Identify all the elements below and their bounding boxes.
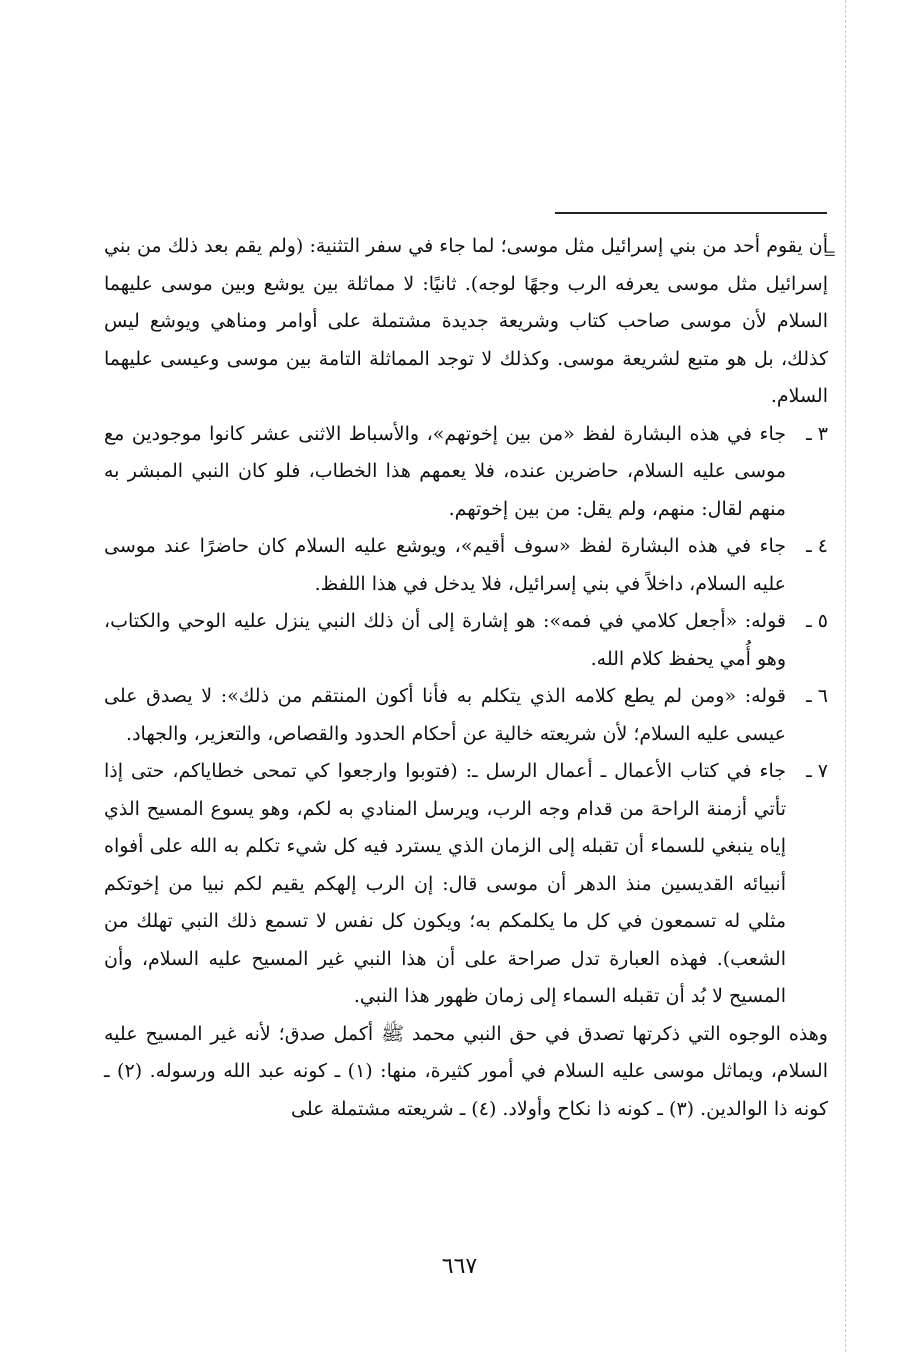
text-line: والجهاد. xyxy=(126,722,188,745)
page-fold-line xyxy=(845,0,846,1352)
item-number: ٦ ـ xyxy=(806,685,828,707)
text-line: المسيح عليه السلام، وأن المسيح لا بُد أن تقبله السماء إلى زمان ظهور هذا النبي. xyxy=(104,947,786,1007)
closing-paragraph xyxy=(104,1016,828,1129)
text-line: نبيا من إخوتكم مثلي له تسمعون في كل ما يكلمكم به؛ ويكون كل نفس لا تسمع xyxy=(104,872,786,932)
list-item-5 xyxy=(104,603,828,678)
item-number: ٤ ـ xyxy=(806,535,828,557)
text-line: المبشر به منهم لقال: منهم، ولم يقل: من بين إخوتهم. xyxy=(104,460,786,520)
text-line: ذلك النبي تهلك من الشعب). فهذه العبارة تدل صراحة على أن هذا النبي غير xyxy=(104,910,786,970)
text-line: قوله: «ومن لم يطع كلامه الذي يتكلم به فأنا أكون المنتقم من ذلك»: لا يصدق xyxy=(146,685,786,707)
text-line: على أوامر ومناهي ويوشع ليس كذلك، بل هو متبع لشريعة موسى. وكذلك لا xyxy=(104,310,829,370)
text-line: المسيح الذي إياه ينبغي للسماء أن تقبله إلى الزمان الذي يسترد فيه كل شيء تكلم xyxy=(104,797,786,857)
list-item-7 xyxy=(104,753,828,1016)
margin-mark: = xyxy=(823,244,837,263)
text-line: (٢) ـ كونه ذا الوالدين. (٣) ـ كونه ذا نكاح وأولاد. (٤) ـ شريعته مشتملة على xyxy=(104,1060,828,1120)
list-item-4 xyxy=(104,528,828,603)
text-line: جاء في هذه البشارة لفظ «سوف أقيم»، ويوشع عليه السلام كان حاضرًا عند موسى xyxy=(104,535,786,557)
text-line: عليه السلام، داخلاً في بني إسرائيل، فلا يدخل في هذا اللفظ. xyxy=(314,572,786,595)
text-line: مع موسى عليه السلام، حاضرين عنده، فلا يعمهم هذا الخطاب، فلو كان النبي xyxy=(104,422,787,482)
item-number: ٣ ـ xyxy=(806,422,828,445)
text-line: ذلك من بني إسرائيل مثل موسى يعرفه الرب وجهًا لوجه). ثانيًا: لا مماثلة بين xyxy=(104,235,828,295)
text-line: يوشع وبين موسى عليهما السلام لأن موسى صاحب كتاب وشريعة جديدة مشتملة xyxy=(104,272,828,332)
list-item-6 xyxy=(104,678,828,753)
item-number: ٧ ـ xyxy=(806,760,828,782)
text-line: توجد المماثلة التامة بين موسى وعيسى عليهما السلام. xyxy=(104,347,828,407)
page-body xyxy=(104,228,828,1128)
text-line: عليه السلام، ويماثل موسى عليه السلام في أمور كثيرة، منها: (١) ـ كونه عبد الله ورسوله. xyxy=(104,1022,828,1082)
item-number: ٥ ـ xyxy=(806,610,828,632)
text-line: به الله على أفواه أنبيائه القديسين منذ الدهر أن موسى قال: إن الرب إلهكم يقيم لكم xyxy=(104,835,787,895)
text-line: جاء في كتاب الأعمال ـ أعمال الرسل ـ: (فتوبوا وارجعوا كي تمحى خطاياكم، xyxy=(172,760,786,782)
text-line: أن يقوم أحد من بني إسرائيل مثل موسى؛ لما جاء في سفر التثنية: (ولم يقم بعد xyxy=(204,235,829,257)
text-line: والكتاب، وهو أُمي يحفظ كلام الله. xyxy=(104,610,786,670)
footnote-separator xyxy=(555,212,827,214)
text-line: جاء في هذه البشارة لفظ «من بين إخوتهم»، والأسباط الاثنى عشر كانوا موجودين xyxy=(131,422,786,445)
page-number: ٦٦٧ xyxy=(441,1254,478,1279)
text-line: حتى إذا تأتي أزمنة الراحة من قدام وجه الرب، ويرسل المنادي به لكم، وهو يسوع xyxy=(104,760,786,820)
list-item-3 xyxy=(104,416,828,529)
intro-paragraph xyxy=(104,228,828,416)
text-line: قوله: «أجعل كلامي في فمه»: هو إشارة إلى أن ذلك النبي ينزل عليه الوحي xyxy=(177,610,786,632)
text-line: وهذه الوجوه التي ذكرتها تصدق في حق النبي محمد ﷺ أكمل صدق؛ لأنه غير المسيح xyxy=(145,1022,828,1045)
text-line: على عيسى عليه السلام؛ لأن شريعته خالية عن أحكام الحدود والقصاص، والتعزير، xyxy=(104,685,786,745)
